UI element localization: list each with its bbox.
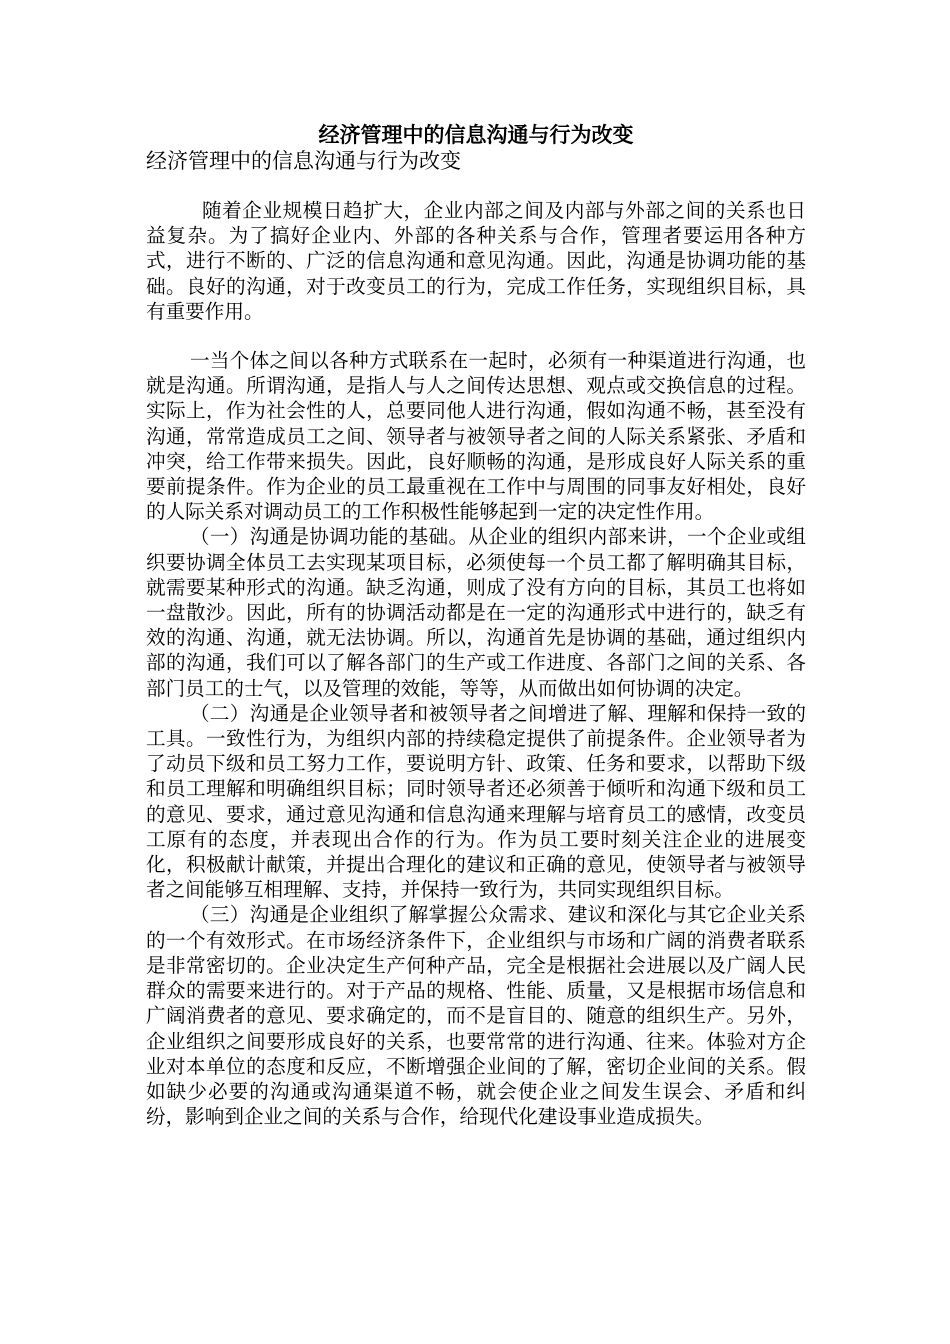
paragraph-section-3: （三）沟通是企业组织了解掌握公众需求、建议和深化与其它企业关系的一个有效形式。在市场经济条件下，企业组织与市场和广阔的消费者联系是非常密切的。企业决定生产何种产品，完全是根据社会进展以及广阔人民群众的需要来进行的。对于产品的规格、性能、质量，又是根据市场信息和广阔消费者的意见、要求确定的，而不是盲目的、随意的组织生产。另外，企业组织之间要形成良好的关系，也要常常的进行沟通、往来。体验对方企业对本单位的态度和反应，不断增强企业间的了解，密切企业间的关系。假如缺少必要的沟通或沟通渠道不畅，就会使企业之间发生误会、矛盾和纠纷，影响到企业之间的关系与合作，给现代化建设事业造成损失。 bbox=[146, 903, 806, 1129]
document-subtitle: 经济管理中的信息沟通与行为改变 bbox=[146, 149, 461, 173]
paragraph-section-2: （二）沟通是企业领导者和被领导者之间增进了解、理解和保持一致的工具。一致性行为，为组织内部的持续稳定提供了前提条件。企业领导者为了动员下级和员工努力工作，要说明方针、政策、任务和要求，以帮助下级和员工理解和明确组织目标；同时领导者还必须善于倾听和沟通下级和员工的意见、要求，通过意见沟通和信息沟通来理解与培育员工的感情，改变员工原有的态度，并表现出合作的行为。作为员工要时刻关注企业的进展变化，积极献计献策，并提出合理化的建议和正确的意见，使领导者与被领导者之间能够互相理解、支持，并保持一致行为，共同实现组织目标。 bbox=[146, 701, 806, 902]
document-page bbox=[146, 122, 806, 1129]
paragraph-intro: 随着企业规模日趋扩大，企业内部之间及内部与外部之间的关系也日益复杂。为了搞好企业内、外部的各种关系与合作，管理者要运用各种方式，进行不断的、广泛的信息沟通和意见沟通。因此，沟通是协调功能的基础。良好的沟通，对于改变员工的行为，完成工作任务，实现组织目标，具有重要作用。 bbox=[146, 199, 806, 323]
paragraph-section-1: （一）沟通是协调功能的基础。从企业的组织内部来讲，一个企业或组织要协调全体员工去实现某项目标，必须使每一个员工都了解明确其目标，就需要某种形式的沟通。缺乏沟通，则成了没有方向的目标，其员工也将如一盘散沙。因此，所有的协调活动都是在一定的沟通形式中进行的，缺乏有效的沟通、沟通，就无法协调。所以，沟通首先是协调的基础，通过组织内部的沟通，我们可以了解各部门的生产或工作进度、各部门之间的关系、各部门员工的士气，以及管理的效能，等等，从而做出如何协调的决定。 bbox=[146, 525, 806, 700]
paragraph-communication-definition: 一当个体之间以各种方式联系在一起时，必须有一种渠道进行沟通，也就是沟通。所谓沟通，是指人与人之间传达思想、观点或交换信息的过程。实际上，作为社会性的人，总要同他人进行沟通，假如沟通不畅，甚至没有沟通，常常造成员工之间、领导者与被领导者之间的人际关系紧张、矛盾和冲突，给工作带来损失。因此，良好顺畅的沟通，是形成良好人际关系的重要前提条件。作为企业的员工最重视在工作中与周围的同事友好相处，良好的人际关系对调动员工的工作积极性能够起到一定的决定性作用。 bbox=[146, 349, 806, 524]
document-title: 经济管理中的信息沟通与行为改变 bbox=[318, 122, 634, 147]
